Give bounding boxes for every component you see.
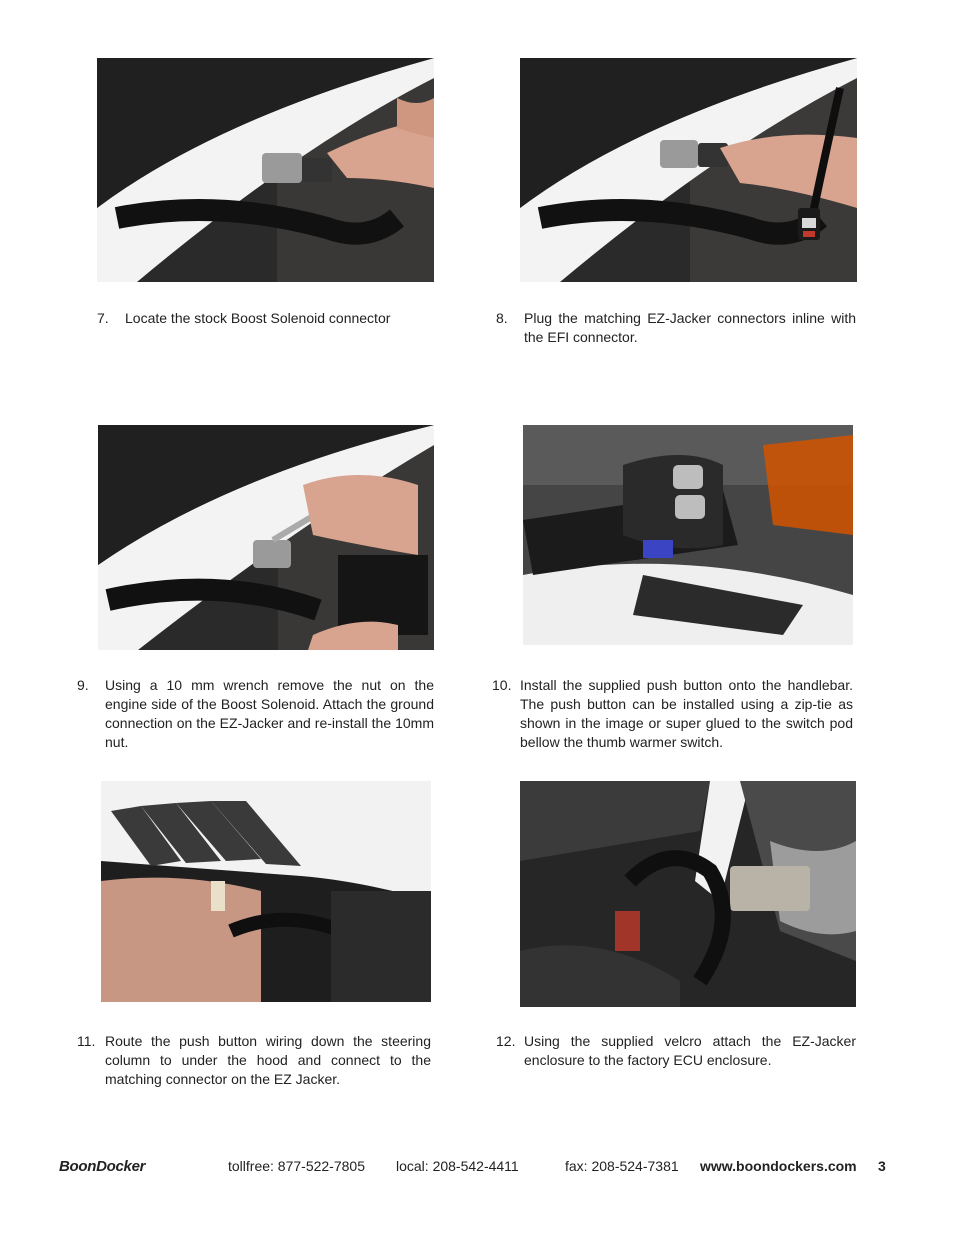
step-12 — [496, 1032, 856, 1072]
photo-step-9 — [98, 425, 434, 650]
photo-step-12 — [520, 781, 856, 1007]
step-7 — [97, 309, 434, 349]
brand-logo: BoonDocker — [59, 1158, 146, 1175]
step-number: 8. — [496, 310, 508, 326]
page-footer — [0, 1158, 954, 1178]
fax-number: fax: 208-524-7381 — [565, 1158, 679, 1174]
step-11 — [77, 1032, 431, 1092]
website-link[interactable]: www.boondockers.com — [700, 1158, 857, 1174]
step-number: 7. — [97, 310, 109, 326]
step-number: 9. — [77, 677, 89, 693]
step-number: 10. — [492, 677, 512, 693]
tollfree-phone: tollfree: 877-522-7805 — [228, 1158, 365, 1174]
step-text: Install the supplied push button onto the handlebar. The push button can be installed using a zip-tie as shown in the image or super glued to the switch pod bellow the thumb warmer switch. — [520, 677, 853, 750]
step-8 — [496, 309, 856, 349]
photo-step-11 — [101, 781, 431, 1002]
step-text: Route the push button wiring down the steering column to under the hood and connect to the matching connector on the EZ Jacker. — [105, 1033, 431, 1087]
photo-step-8 — [520, 58, 857, 282]
photo-step-10 — [523, 425, 853, 645]
step-text: Locate the stock Boost Solenoid connector — [125, 310, 391, 326]
page-number: 3 — [878, 1158, 886, 1174]
step-text: Using the supplied velcro attach the EZ-Jacker enclosure to the factory ECU enclosure. — [524, 1033, 856, 1068]
photo-step-7 — [97, 58, 434, 282]
local-phone: local: 208-542-4411 — [396, 1158, 519, 1174]
step-number: 11. — [77, 1033, 96, 1049]
step-text: Plug the matching EZ-Jacker connectors inline with the EFI connector. — [524, 310, 856, 345]
step-9 — [77, 676, 434, 756]
step-number: 12. — [496, 1033, 516, 1049]
step-text: Using a 10 mm wrench remove the nut on the engine side of the Boost Solenoid. Attach the ground connection on the EZ-Jacker and re-install the 10mm nut. — [105, 677, 434, 750]
step-10 — [492, 676, 853, 756]
